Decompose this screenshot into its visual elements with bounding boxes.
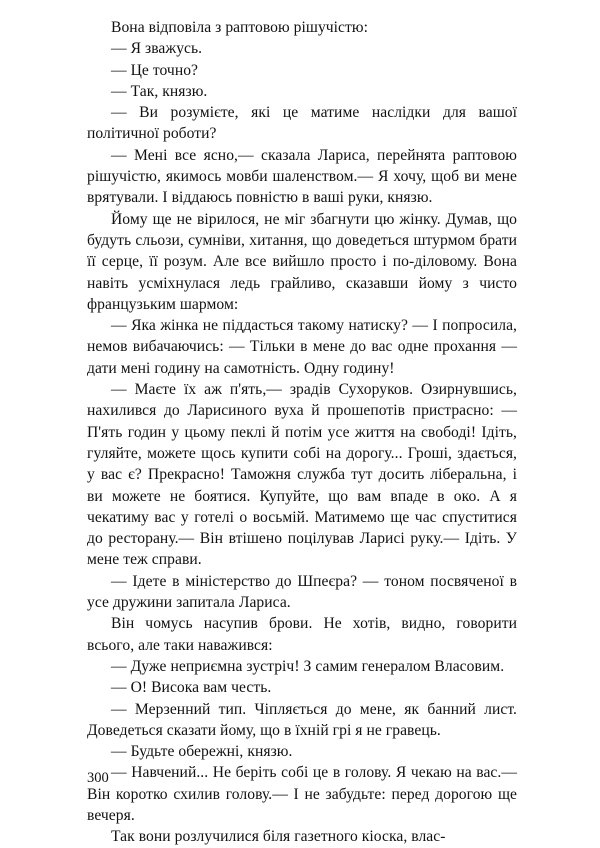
paragraph: — Маєте їх аж п'ять,— зрадів Сухоруков. Озирнувшись, нахилився до Ларисиного вуха й прошепотів пристрасно: — П'ять годин у цьому пеклі й потім усе життя на свободі! Ідіть, гуляйте, можете щось купити собі на дорогу... Гроші, здається, у вас є? Прекрасно! Таможня служба тут досить ліберальна, і ви можете не боятися. Купуйте, що вам впаде в око. А я чекатиму вас у готелі о восьмій. Матимемо ще час спуститися до ресторану.— Він втішено поцілував Ларисі руку.— Ідіть. У мене теж справи.: [87, 381, 517, 569]
paragraph: — Так, князю.: [111, 82, 208, 100]
paragraph: Так вони розлучилися біля газетного кіоска, влас-: [111, 828, 446, 846]
paragraph: — Дуже неприємна зустріч! З самим генералом Власовим.: [111, 657, 505, 675]
paragraph: — Я зважусь.: [111, 40, 203, 58]
paragraph: — Мені все ясно,— сказала Лариса, перейнята раптовою рішучістю, якимось мовби шаленством.— Я хочу, щоб ви мене врятували. І віддаюсь повністю в ваші руки, князю.: [87, 146, 517, 207]
paragraph: Вона відповіла з раптовою рішучістю:: [111, 19, 368, 36]
paragraph: — О! Висока вам честь.: [111, 679, 272, 697]
paragraph: — Мерзенний тип. Чіпляється до мене, як банний лист. Доведеться сказати йому, що в їхній грі я не гравець.: [87, 700, 517, 739]
paragraph: — Це точно?: [111, 61, 199, 79]
paragraph: Йому ще не вірилося, не міг збагнути цю жінку. Думав, що будуть сльози, сумніви, хитання, що доведеться штурмом брати її серце, її розум. Але все вийшло просто і по-діловому. Вона навіть усміхнулася ледь грайливо, сказавши йому з чисто французьким шармом:: [87, 210, 517, 313]
paragraph: — Ви розумієте, які це матиме наслідки для вашої політичної роботи?: [87, 104, 517, 143]
paragraph: — Ідете в міністерство до Шпеєра? — тоном посвяченої в усе дружини запитала Лариса.: [87, 572, 517, 612]
paragraph: — Яка жінка не піддасться такому натиску? — І попросила, немов вибачаючись: — Тільки в мене до вас одне прохання — дати мені годину на самотність. Одну годину!: [87, 317, 517, 377]
paragraph: — Навчений... Не беріть собі це в голову. Я чекаю на вас.— Він коротко схилив голову.— І не забудьте: перед дорогою ще вечеря.: [87, 764, 517, 824]
page-text: [87, 17, 517, 848]
page-number: 300: [87, 770, 109, 786]
paragraph: Він чомусь насупив брови. Не хотів, видно, говорити всього, але таки наважився:: [87, 615, 517, 654]
paragraph: — Будьте обережні, князю.: [111, 743, 293, 761]
